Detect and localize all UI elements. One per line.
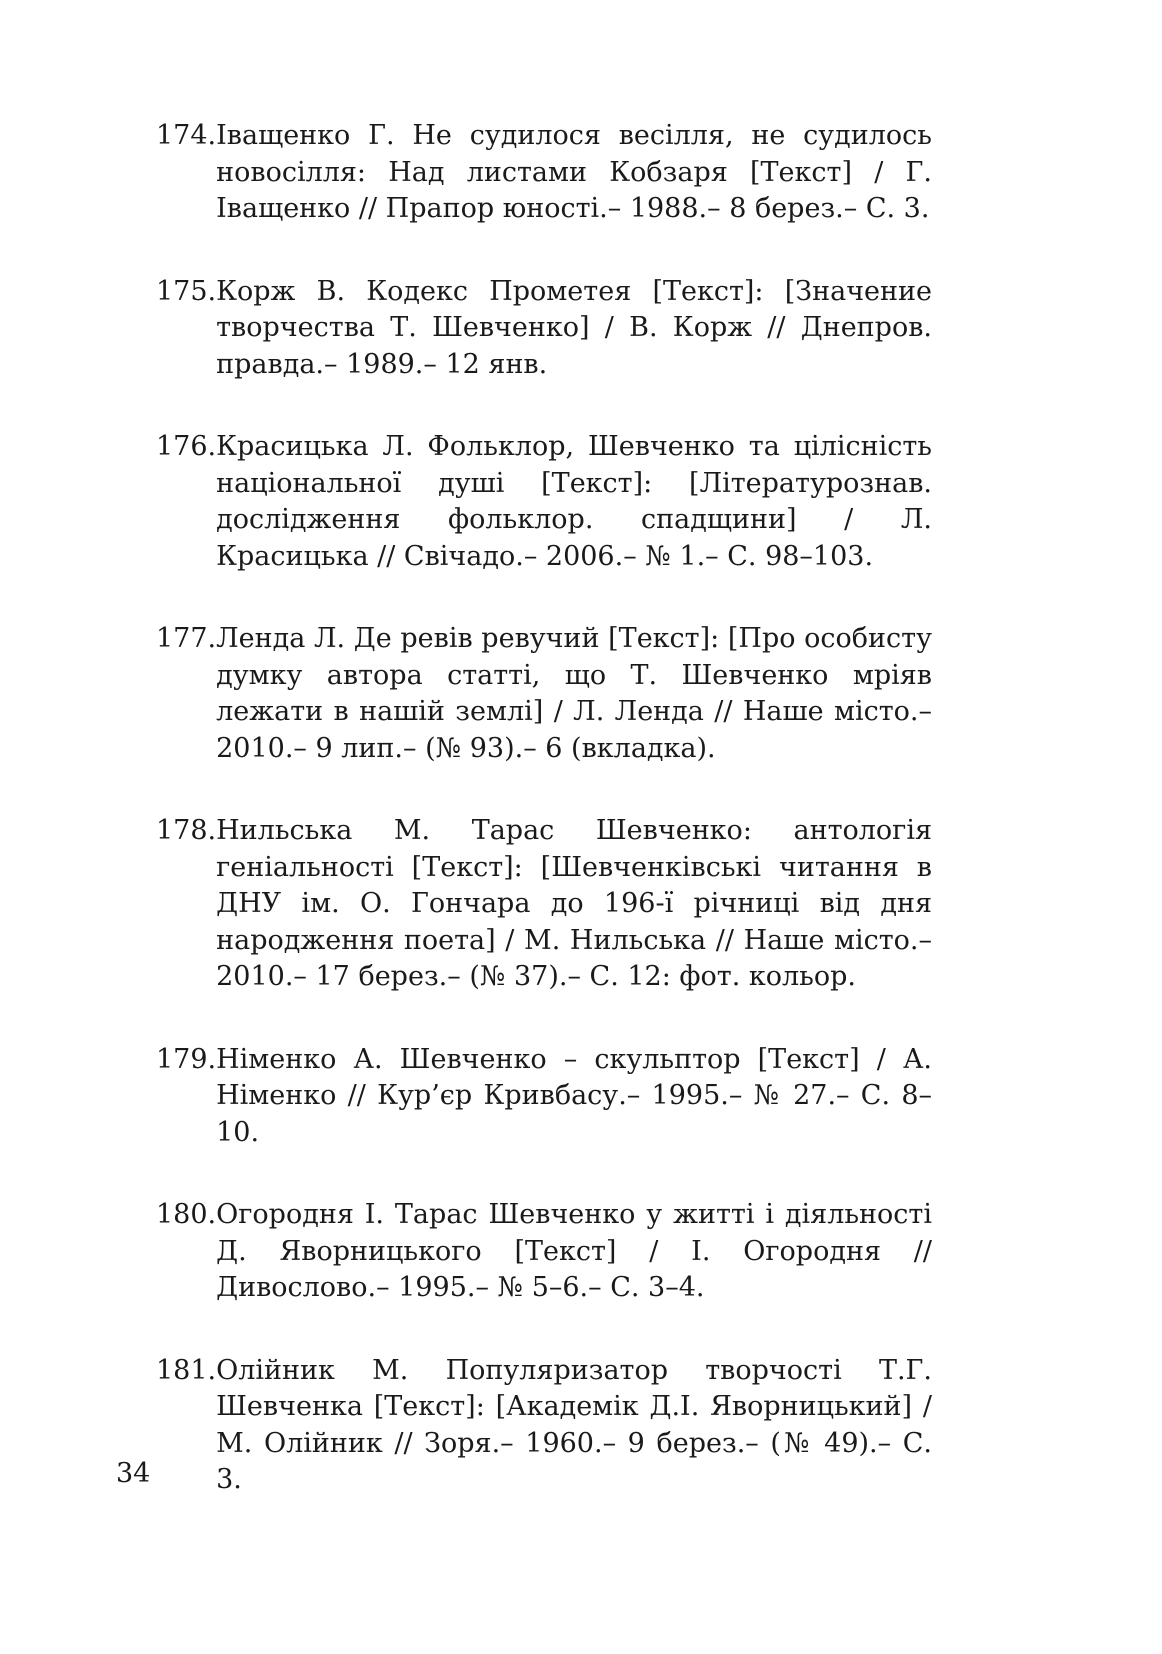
entry-number: 180.: [156, 1199, 217, 1230]
entry-text: Ленда Л. Де ревів ревучий [Текст]: [Про особисту думку автора статті, що Т. Шевченко мріяв лежати в нашій землі] / Л. Ленда // Наше місто.– 2010.– 9 лип.– (№ 93).– 6 (вкладка).: [216, 623, 932, 764]
entry-text: Олійник М. Популяризатор творчості Т.Г. Шевченка [Текст]: [Академік Д.І. Яворницький] / М. Олійник // Зоря.– 1960.– 9 берез.– (№ 49).– С. 3.: [216, 1354, 932, 1495]
entry-text: Іващенко Г. Не судилося весілля, не судилось новосілля: Над листами Кобзаря [Текст] / Г. Іващенко // Прапор юності.– 1988.– 8 берез.– С. 3.: [216, 120, 932, 224]
bibliography-entry-180: [156, 1197, 932, 1307]
entry-number: 178.: [156, 815, 217, 846]
bibliography-entry-181: [156, 1353, 932, 1499]
bibliography-list: [156, 118, 932, 1545]
entry-text: Німенко А. Шевченко – скульптор [Текст] / А. Німенко // Кур’єр Кривбасу.– 1995.– № 27.– С. 8–10.: [216, 1043, 932, 1148]
bibliography-entry-175: [156, 274, 932, 384]
entry-text: Корж В. Кодекс Прометея [Текст]: [Значение творчества Т. Шевченко] / В. Корж // Днепров. правда.– 1989.– 12 янв.: [216, 275, 932, 380]
page-number: 34: [116, 1458, 151, 1489]
entry-text: Красицька Л. Фольклор, Шевченко та цілісність національної душі [Текст]: [Літературознав. дослідження фольклор. спадщини] / Л. Красицька // Свічадо.– 2006.– № 1.– С. 98–103.: [216, 431, 932, 572]
bibliography-entry-178: [156, 813, 932, 996]
entry-number: 179.: [156, 1043, 217, 1075]
entry-number: 175.: [156, 275, 217, 307]
entry-number: 176.: [156, 431, 217, 462]
entry-number: 177.: [156, 623, 217, 654]
bibliography-entry-179: [156, 1042, 932, 1152]
bibliography-entry-177: [156, 621, 932, 767]
entry-number: 174.: [156, 120, 217, 151]
entry-number: 181.: [156, 1354, 217, 1386]
entry-text: Огородня І. Тарас Шевченко у житті і діяльності Д. Яворницького [Текст] / І. Огородня // Дивослово.– 1995.– № 5–6.– С. 3–4.: [216, 1199, 932, 1303]
entry-text: Нильська М. Тарас Шевченко: антологія геніальності [Текст]: [Шевченківські читання в ДНУ ім. О. Гончара до 196-ї річниці від дня народження поета] / М. Нильська // Наше місто.– 2010.– 17 берез.– (№ 37).– С. 12: фот. кольор.: [216, 815, 932, 992]
bibliography-entry-174: [156, 118, 932, 228]
bibliography-entry-176: [156, 429, 932, 575]
